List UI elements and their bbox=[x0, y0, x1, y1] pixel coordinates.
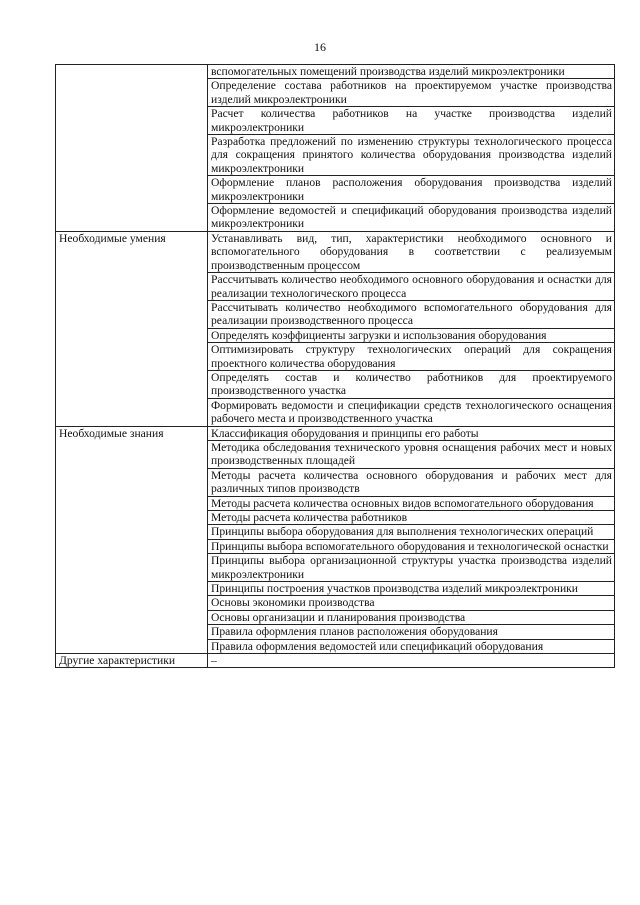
table-cell: Расчет количества работников на участке производства изделий микроэлектроники bbox=[208, 107, 615, 135]
table-cell: Рассчитывать количество необходимого вспомогательного оборудования для реализации производственного процесса bbox=[208, 300, 615, 328]
table-cell: Принципы выбора организационной структуры участка производства изделий микроэлектроники bbox=[208, 554, 615, 582]
table-cell: Основы экономики производства bbox=[208, 596, 615, 610]
table-row bbox=[56, 65, 615, 79]
table-cell: Принципы выбора оборудования для выполнения технологических операций bbox=[208, 525, 615, 539]
group-label: Необходимые знания bbox=[56, 426, 208, 654]
table-cell: Принципы выбора вспомогательного оборудования и технологической оснастки bbox=[208, 539, 615, 553]
competency-table-body bbox=[56, 65, 615, 668]
table-row bbox=[56, 426, 615, 440]
table-cell: Оформление планов расположения оборудования производства изделий микроэлектроники bbox=[208, 176, 615, 204]
table-cell: – bbox=[208, 654, 615, 668]
table-cell: Определять коэффициенты загрузки и использования оборудования bbox=[208, 328, 615, 342]
table-row bbox=[56, 654, 615, 668]
table-cell: Разработка предложений по изменению структуры технологического процесса для сокращения принятого количества оборудования производства изделий микроэлектроники bbox=[208, 135, 615, 176]
table-cell: Определять состав и количество работников для проектируемого производственного участка bbox=[208, 370, 615, 398]
page-number: 16 bbox=[314, 40, 326, 54]
table-cell: Правила оформления ведомостей или спецификаций оборудования bbox=[208, 639, 615, 653]
table-cell: Основы организации и планирования производства bbox=[208, 610, 615, 624]
table-cell: Рассчитывать количество необходимого основного оборудования и оснастки для реализации технологического процесса bbox=[208, 273, 615, 301]
group-label: Другие характеристики bbox=[56, 654, 208, 668]
table-cell: Оформление ведомостей и спецификаций оборудования производства изделий микроэлектроники bbox=[208, 204, 615, 232]
table-cell: Методы расчета количества основных видов вспомогательного оборудования bbox=[208, 496, 615, 510]
group-label: Необходимые умения bbox=[56, 231, 208, 426]
table-cell: Оптимизировать структуру технологических операций для сокращения проектного количества оборудования bbox=[208, 343, 615, 371]
table-cell: Методы расчета количества работников bbox=[208, 511, 615, 525]
table-cell: Правила оформления планов расположения оборудования bbox=[208, 625, 615, 639]
table-cell: Методика обследования технического уровня оснащения рабочих мест и новых производственных площадей bbox=[208, 440, 615, 468]
table-cell: Методы расчета количества основного оборудования и рабочих мест для различных типов производств bbox=[208, 468, 615, 496]
table-cell: Определение состава работников на проектируемом участке производства изделий микроэлектроники bbox=[208, 79, 615, 107]
table-cell: Классификация оборудования и принципы его работы bbox=[208, 426, 615, 440]
table-cell: вспомогательных помещений производства изделий микроэлектроники bbox=[208, 65, 615, 79]
table-cell: Устанавливать вид, тип, характеристики необходимого основного и вспомогательного оборудования в соответствии с реализуемым производственным процессом bbox=[208, 231, 615, 272]
table-cell: Формировать ведомости и спецификации средств технологического оснащения рабочего места и производственного участка bbox=[208, 398, 615, 426]
group-label bbox=[56, 65, 208, 232]
competency-table bbox=[55, 64, 615, 668]
table-row bbox=[56, 231, 615, 272]
table-cell: Принципы построения участков производства изделий микроэлектроники bbox=[208, 582, 615, 596]
